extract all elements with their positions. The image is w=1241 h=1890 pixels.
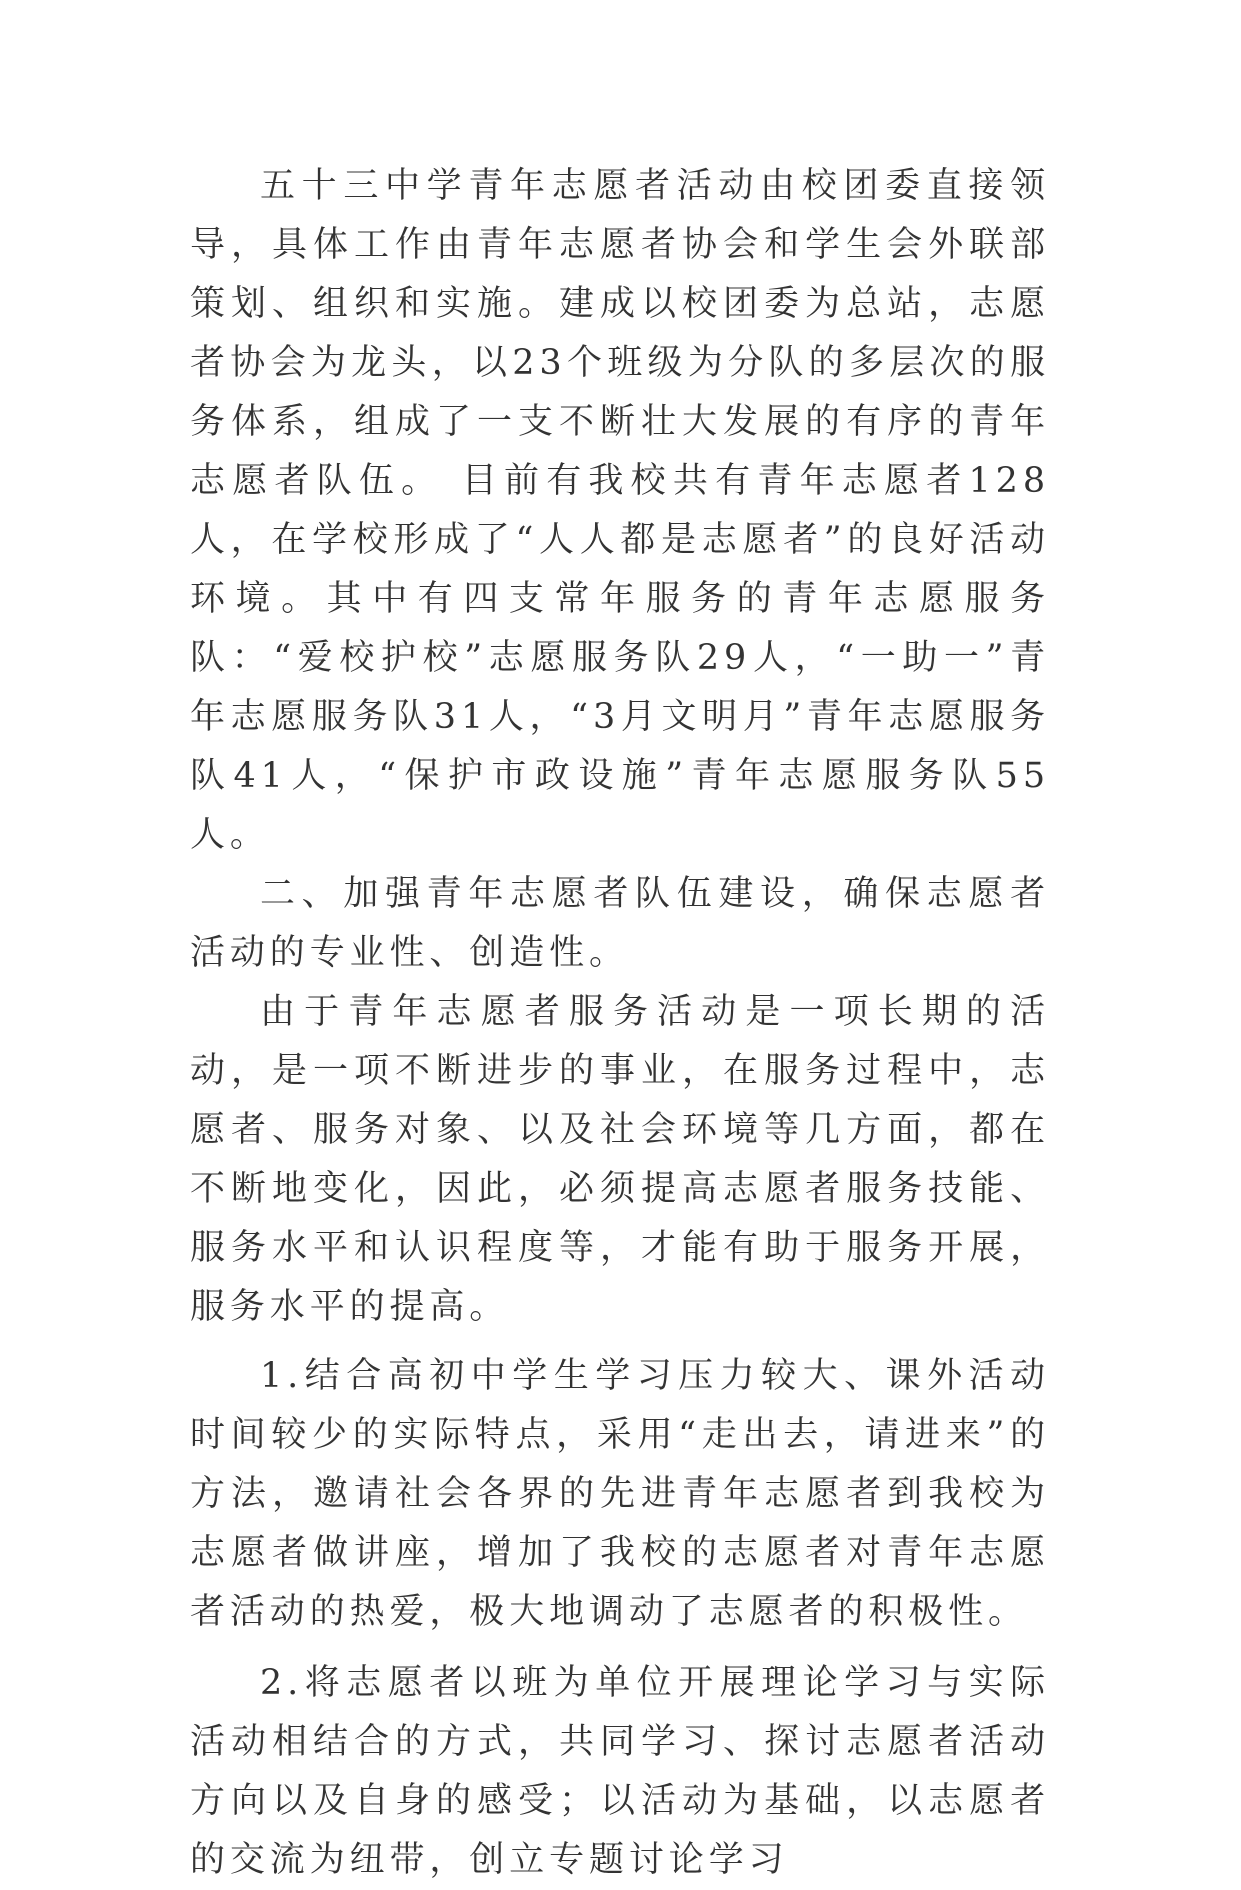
paragraph-section-heading: 二、加强青年志愿者队伍建设，确保志愿者活动的专业性、创造性。 bbox=[190, 874, 1050, 973]
paragraph-service-development: 由于青年志愿者服务活动是一项长期的活动，是一项不断进步的事业，在服务过程中，志愿者、服务对象、以及社会环境等几方面，都在不断地变化，因此，必须提高志愿者服务技能、服务水平和认识程度等，才能有助于服务开展，服务水平的提高。 bbox=[190, 992, 1050, 1327]
paragraph-volunteer-organization: 五十三中学青年志愿者活动由校团委直接领导，具体工作由青年志愿者协会和学生会外联部策划、组织和实施。建成以校团委为总站，志愿者协会为龙头，以23个班级为分队的多层次的服务体系，组成了一支不断壮大发展的有序的青年志愿者队伍。 目前有我校共有青年志愿者128人，在学校形成了“人人都是志愿者”的良好活动环境。其中有四支常年服务的青年志愿服务队：“爱校护校”志愿服务队29人，“一助一”青年志愿服务队31人，“3月文明月”青年志愿服务队41人，“保护市政设施”青年志愿服务队55人。 bbox=[190, 166, 1050, 855]
document-body bbox=[190, 157, 1050, 1890]
paragraph-item-1: 1.结合高初中学生学习压力较大、课外活动时间较少的实际特点，采用“走出去，请进来”的方法，邀请社会各界的先进青年志愿者到我校为志愿者做讲座，增加了我校的志愿者对青年志愿者活动的热爱，极大地调动了志愿者的积极性。 bbox=[190, 1356, 1050, 1632]
paragraph-item-2: 2.将志愿者以班为单位开展理论学习与实际活动相结合的方式，共同学习、探讨志愿者活动方向以及自身的感受；以活动为基础，以志愿者的交流为纽带，创立专题讨论学习 bbox=[190, 1663, 1050, 1880]
